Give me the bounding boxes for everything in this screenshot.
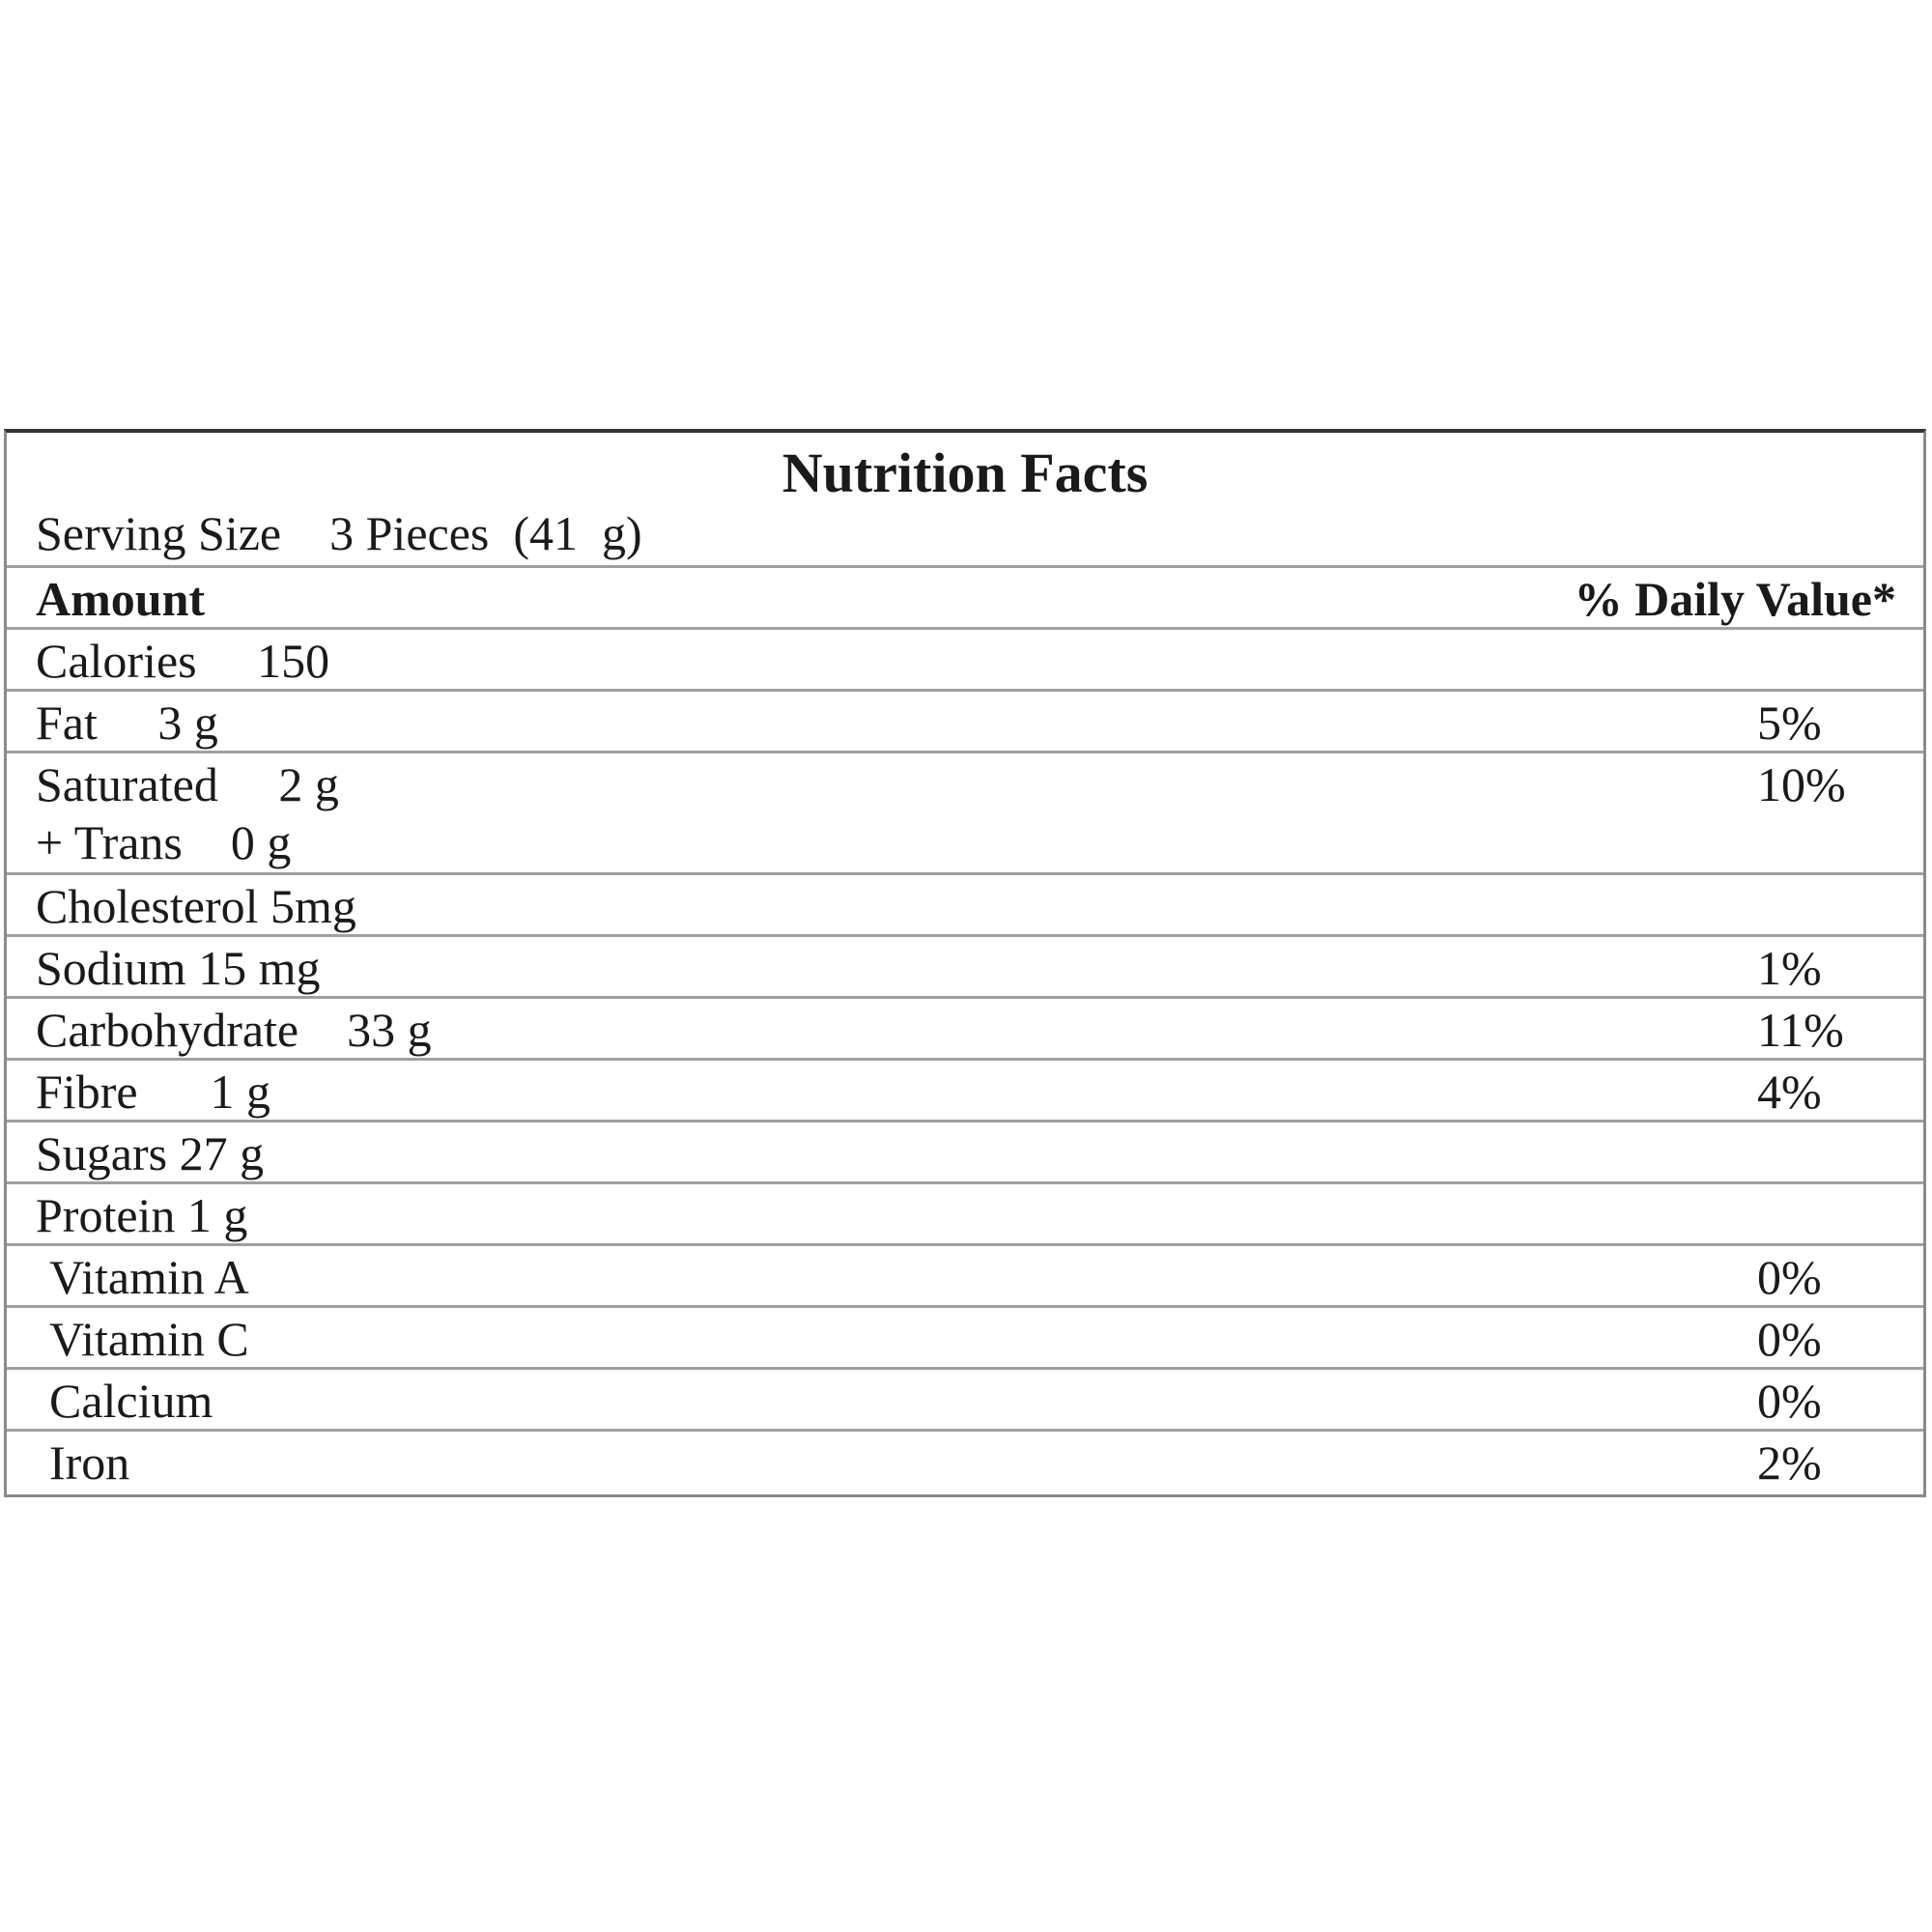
protein-label: Protein 1 g [36, 1188, 248, 1242]
label-header [7, 433, 1923, 568]
cholesterol-row [7, 875, 1923, 937]
vitamin-c-label: Vitamin C [49, 1312, 249, 1366]
iron-dv: 2% [1757, 1435, 1822, 1490]
serving-size: Serving Size 3 Pieces (41 g) [36, 506, 642, 560]
sodium-dv: 1% [1757, 941, 1822, 995]
fibre-dv: 4% [1757, 1065, 1822, 1119]
carbohydrate-row [7, 999, 1923, 1061]
amount-header-row [7, 568, 1923, 630]
protein-row [7, 1184, 1923, 1246]
sodium-label: Sodium 15 mg [36, 941, 321, 995]
fat-label: Fat 3 g [36, 696, 218, 750]
sugars-label: Sugars 27 g [36, 1126, 265, 1180]
sodium-row [7, 937, 1923, 999]
calcium-label: Calcium [49, 1374, 213, 1428]
nutrition-facts-label [4, 429, 1926, 1497]
daily-value-header: % Daily Value* [1574, 572, 1896, 626]
carbohydrate-label: Carbohydrate 33 g [36, 1003, 432, 1057]
vitamin-a-label: Vitamin A [49, 1250, 249, 1304]
vitamin-c-row [7, 1308, 1923, 1370]
vitamin-c-dv: 0% [1757, 1312, 1822, 1366]
fibre-label: Fibre 1 g [36, 1065, 271, 1119]
fat-row [7, 692, 1923, 753]
amount-header: Amount [36, 572, 206, 626]
fibre-row [7, 1061, 1923, 1122]
iron-label: Iron [49, 1435, 130, 1490]
sugars-row [7, 1122, 1923, 1184]
vitamin-a-dv: 0% [1757, 1250, 1822, 1304]
calcium-dv: 0% [1757, 1374, 1822, 1428]
calories-row [7, 630, 1923, 692]
vitamin-a-row [7, 1246, 1923, 1308]
label-title: Nutrition Facts [781, 441, 1149, 504]
saturated-dv: 10% [1757, 757, 1846, 811]
saturated-label: Saturated 2 g [36, 757, 339, 811]
trans-label: + Trans 0 g [36, 815, 292, 869]
calcium-row [7, 1370, 1923, 1432]
calories-label: Calories 150 [36, 634, 330, 688]
fat-dv: 5% [1757, 696, 1822, 750]
carbohydrate-dv: 11% [1757, 1003, 1844, 1057]
iron-row [7, 1432, 1923, 1494]
cholesterol-label: Cholesterol 5mg [36, 879, 356, 933]
saturated-trans-row [7, 753, 1923, 875]
